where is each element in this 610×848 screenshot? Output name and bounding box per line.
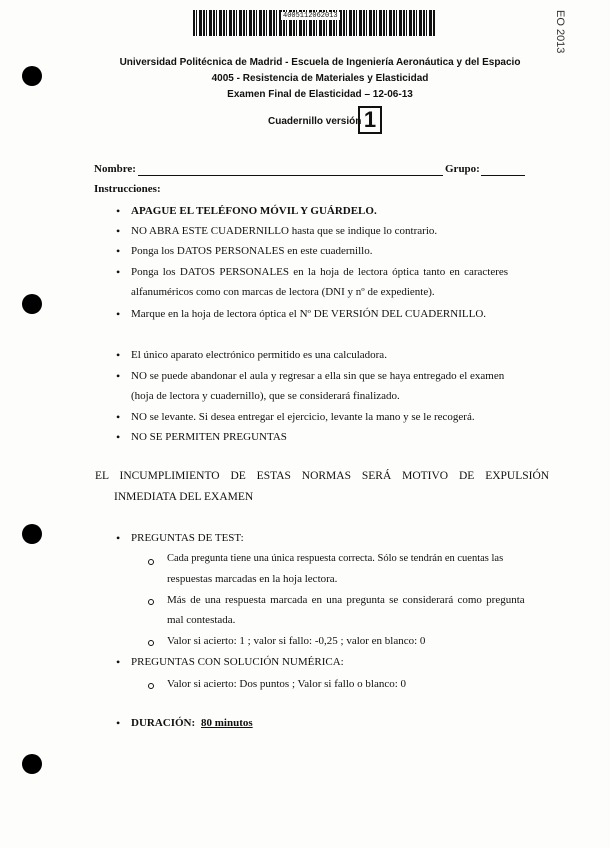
bullet: • xyxy=(116,307,121,321)
group-field[interactable] xyxy=(481,175,525,176)
instruction-item: NO SE PERMITEN PREGUNTAS xyxy=(131,431,287,443)
bullet: • xyxy=(116,430,121,444)
numeric-section-title: PREGUNTAS CON SOLUCIÓN NUMÉRICA: xyxy=(131,656,344,668)
bullet: • xyxy=(116,369,121,383)
bullet: • xyxy=(116,224,121,238)
bullet: • xyxy=(116,716,121,730)
header-university: Universidad Politécnica de Madrid - Escuela de Ingeniería Aeronáutica y del Espacio xyxy=(119,57,521,68)
instruction-item-cont: alfanuméricos como con marcas de lectora (DNI y nº de expediente). xyxy=(131,286,435,298)
sub-bullet xyxy=(148,683,154,689)
bullet: • xyxy=(116,410,121,424)
instruction-item: NO ABRA ESTE CUADERNILLO hasta que se indique lo contrario. xyxy=(131,225,438,237)
duration-label: DURACIÓN: xyxy=(131,717,196,729)
instruction-item: Ponga los DATOS PERSONALES en este cuadernillo. xyxy=(131,245,373,257)
instruction-item: Ponga los DATOS PERSONALES en la hoja de lectora óptica tanto en caracteres xyxy=(131,266,509,278)
group-label: Grupo: xyxy=(445,163,480,175)
test-rule: Más de una respuesta marcada en una pregunta se considerará como pregunta xyxy=(167,594,525,606)
numeric-rule: Valor si acierto: Dos puntos ; Valor si fallo o blanco: 0 xyxy=(167,678,407,690)
sub-bullet xyxy=(148,559,154,565)
punch-hole xyxy=(22,524,42,544)
bullet: • xyxy=(116,348,121,362)
test-section-title: PREGUNTAS DE TEST: xyxy=(131,532,244,544)
name-label: Nombre: xyxy=(94,163,136,175)
test-rule-cont: respuestas marcadas en la hoja lectora. xyxy=(167,573,338,585)
test-rule: Valor si acierto: 1 ; valor si fallo: -0,25 ; valor en blanco: 0 xyxy=(167,635,426,647)
barcode-number: 4005112062013 xyxy=(283,12,338,20)
sub-bullet xyxy=(148,640,154,646)
bullet: • xyxy=(116,531,121,545)
warning-text: EL INCUMPLIMIENTO DE ESTAS NORMAS SERÁ MOTIVO DE EXPULSIÓN xyxy=(95,470,550,482)
bullet: • xyxy=(116,204,121,218)
instruction-item: APAGUE EL TELÉFONO MÓVIL Y GUÁRDELO. xyxy=(131,205,377,217)
punch-hole xyxy=(22,294,42,314)
punch-hole xyxy=(22,66,42,86)
header-exam: Examen Final de Elasticidad – 12-06-13 xyxy=(227,89,413,100)
instructions-label: Instrucciones: xyxy=(94,183,161,195)
header-course: 4005 - Resistencia de Materiales y Elasticidad xyxy=(211,73,429,84)
bullet: • xyxy=(116,244,121,258)
duration-value: 80 minutos xyxy=(201,717,253,729)
punch-hole xyxy=(22,754,42,774)
instruction-item: NO se levante. Si desea entregar el ejercicio, levante la mano y se le recogerá. xyxy=(131,411,475,423)
name-field[interactable] xyxy=(138,175,443,176)
sub-bullet xyxy=(148,599,154,605)
warning-text-cont: INMEDIATA DEL EXAMEN xyxy=(114,491,254,503)
instruction-item: El único aparato electrónico permitido es una calculadora. xyxy=(131,349,387,361)
version-label: Cuadernillo versión xyxy=(268,116,362,127)
test-rule-cont: mal contestada. xyxy=(167,614,236,626)
instruction-item: NO se puede abandonar el aula y regresar a ella sin que se haya entregado el examen xyxy=(131,370,505,382)
version-number-box: 1 xyxy=(358,106,382,134)
test-rule: Cada pregunta tiene una única respuesta correcta. Sólo se tendrán en cuentas las xyxy=(167,553,504,564)
bullet: • xyxy=(116,655,121,669)
bullet: • xyxy=(116,265,121,279)
instruction-item: Marque en la hoja de lectora óptica el Nº DE VERSIÓN DEL CUADERNILLO. xyxy=(131,308,487,320)
instruction-item-cont: (hoja de lectora y cuadernillo), que se considerará finalizado. xyxy=(131,390,400,402)
handwritten-corner-note: EO 2013 xyxy=(554,10,566,54)
